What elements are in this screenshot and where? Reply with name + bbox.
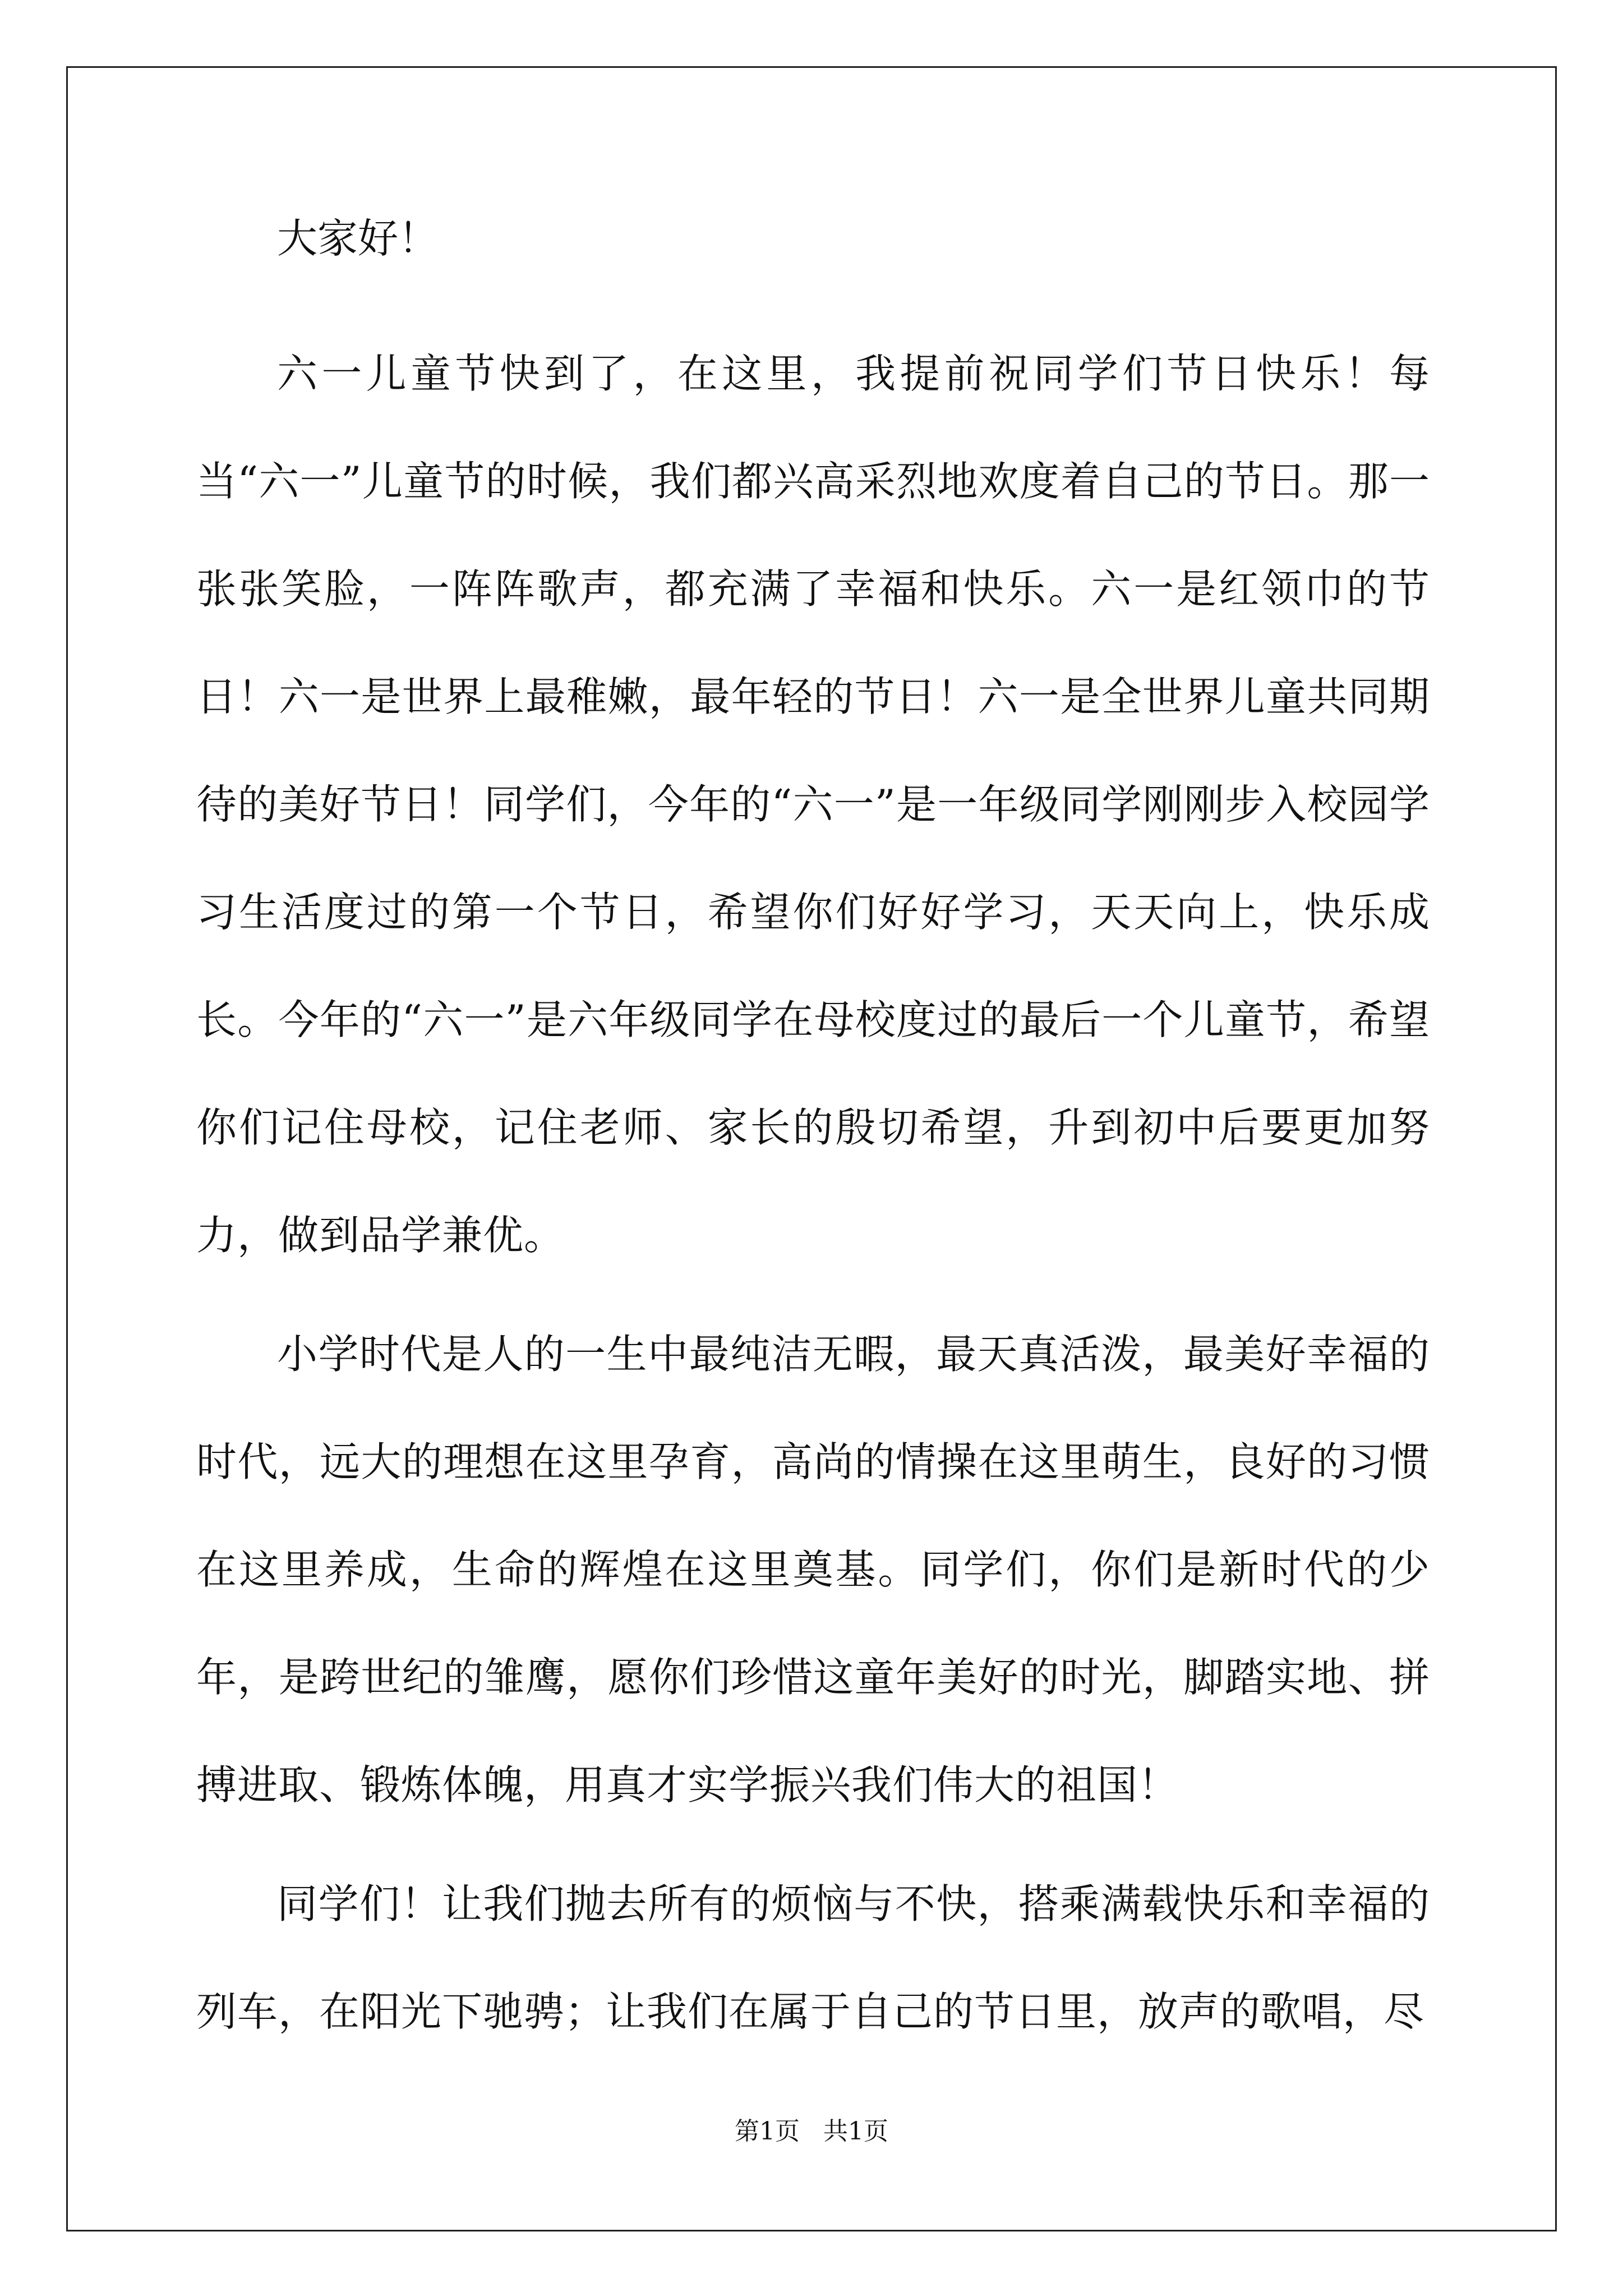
paragraph-3: 同学们！让我们抛去所有的烦恼与不快，搭乘满载快乐和幸福的列车，在阳光下驰骋；让我们在属于自己的节日里，放声的歌唱，尽: [196, 1880, 1430, 2035]
paragraph-2: 小学时代是人的一生中最纯洁无暇，最天真活泼，最美好幸福的时代，远大的理想在这里孕育，高尚的情操在这里萌生，良好的习惯在这里养成，生命的辉煌在这里奠基。同学们，你们是新时代的少年，是跨世纪的雏鹰，愿你们珍惜这童年美好的时光，脚踏实地、拼搏进取、锻炼体魄，用真才实学振兴我们伟大的祖国！: [196, 1331, 1430, 1809]
greeting-line: 大家好！: [277, 215, 439, 262]
paragraph-1: 六一儿童节快到了，在这里，我提前祝同学们节日快乐！每当“六一”儿童节的时候，我们都兴高采烈地欢度着自己的节日。那一张张笑脸，一阵阵歌声，都充满了幸福和快乐。六一是红领巾的节日！六一是世界上最稚嫩，最年轻的节日！六一是全世界儿童共同期待的美好节日！同学们，今年的“六一”是一年级同学刚刚步入校园学习生活度过的第一个节日，希望你们好好学习，天天向上，快乐成长。今年的“六一”是六年级同学在母校度过的最后一个儿童节，希望你们记住母校，记住老师、家长的殷切希望，升到初中后要更加努力，做到品学兼优。: [196, 350, 1430, 1259]
paragraph-spacer: [196, 1839, 1430, 1850]
document-body: [196, 208, 1430, 2065]
paragraph-spacer: [196, 1289, 1430, 1300]
page-footer: 第1页 共1页: [735, 2117, 888, 2146]
